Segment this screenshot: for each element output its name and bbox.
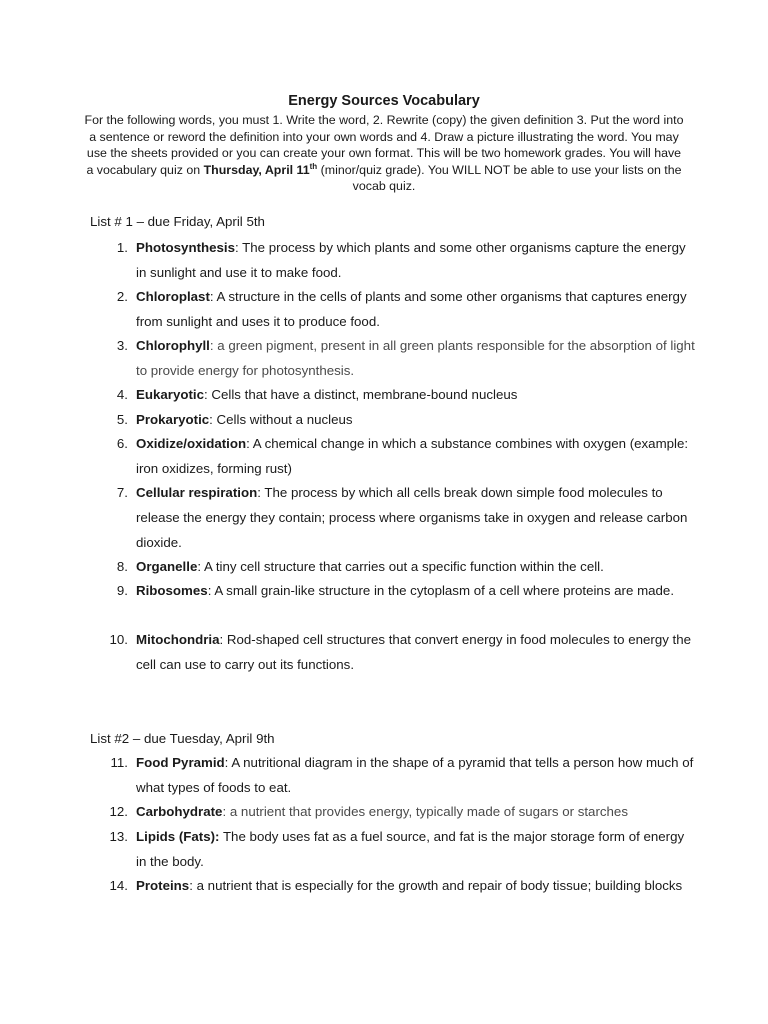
vocab-term: Organelle xyxy=(136,559,198,574)
vocab-term: Photosynthesis xyxy=(136,240,236,255)
instructions-text-end: (minor/quiz grade). You WILL NOT be able to use your lists on the vocab quiz. xyxy=(317,162,682,193)
item-number: 6. xyxy=(116,436,128,451)
item-number: 8. xyxy=(116,559,128,574)
vocab-definition: : a green pigment, present in all green plants responsible for the absorption of light to provide energy for photosynthesis. xyxy=(136,338,695,378)
vocab-definition: : A small grain-like structure in the cytoplasm of a cell where proteins are made. xyxy=(207,583,675,598)
vocab-item xyxy=(108,432,698,482)
vocab-item xyxy=(108,334,698,384)
vocab-item xyxy=(108,408,698,433)
vocab-term: Eukaryotic xyxy=(136,387,204,402)
vocab-definition: : a nutrient that provides energy, typically made of sugars or starches xyxy=(222,804,628,819)
item-number: 10. xyxy=(109,632,128,647)
document-title: Energy Sources Vocabulary xyxy=(288,93,480,109)
vocab-term: Chlorophyll xyxy=(136,338,210,353)
vocab-definition: : The process by which all cells break down simple food molecules to release the energy they contain; process where organisms take in oxygen and release carbon dioxide. xyxy=(136,485,688,550)
vocab-definition: : A nutritional diagram in the shape of a pyramid that tells a person how much of what types of foods to eat. xyxy=(136,755,694,795)
item-number: 12. xyxy=(109,804,128,819)
vocab-term: Proteins xyxy=(136,878,190,893)
vocab-term: Oxidize/oxidation xyxy=(136,436,247,451)
vocab-term: Lipids (Fats): xyxy=(136,829,220,844)
vocab-item xyxy=(108,628,698,678)
item-number: 2. xyxy=(116,289,128,304)
item-number: 7. xyxy=(116,485,128,500)
vocab-term: Chloroplast xyxy=(136,289,210,304)
vocab-definition: : Cells without a nucleus xyxy=(209,412,353,427)
vocab-item xyxy=(108,383,698,408)
vocab-definition: : The process by which plants and some other organisms capture the energy in sunlight and use it to make food. xyxy=(136,240,686,280)
vocab-item xyxy=(108,555,698,580)
item-number: 3. xyxy=(116,338,128,353)
vocab-term: Food Pyramid xyxy=(136,755,225,770)
vocab-item xyxy=(108,874,698,899)
vocab-definition: : A tiny cell structure that carries out a specific function within the cell. xyxy=(197,559,604,574)
vocab-item xyxy=(108,285,698,335)
vocab-definition: : a nutrient that is especially for the growth and repair of body tissue; building blocks xyxy=(189,878,683,893)
list-1-heading: List # 1 – due Friday, April 5th xyxy=(90,214,265,229)
vocab-item xyxy=(108,751,698,801)
vocab-definition: : A chemical change in which a substance combines with oxygen (example: iron oxidizes, forming rust) xyxy=(136,436,689,476)
item-number: 5. xyxy=(116,412,128,427)
vocab-term: Carbohydrate xyxy=(136,804,223,819)
item-number: 1. xyxy=(116,240,128,255)
vocab-item xyxy=(108,800,698,825)
list-2-heading: List #2 – due Tuesday, April 9th xyxy=(90,731,275,746)
vocab-item xyxy=(108,825,698,875)
item-number: 13. xyxy=(109,829,128,844)
vocab-term: Mitochondria xyxy=(136,632,220,647)
item-number: 9. xyxy=(116,583,128,598)
vocab-term: Prokaryotic xyxy=(136,412,210,427)
vocab-definition: : Cells that have a distinct, membrane-bound nucleus xyxy=(204,387,518,402)
quiz-date: Thursday, April 11 xyxy=(203,162,310,177)
item-number: 11. xyxy=(110,755,128,770)
vocab-item xyxy=(108,579,698,604)
item-number: 4. xyxy=(116,387,128,402)
instructions-text: For the following words, you must 1. Write the word, 2. Rewrite (copy) the given definition 3. Put the word into a sentence or reword the definition into your own words and 4. Draw a picture illustrating the word. You may use the sheets provided or you can create your own format. This will be two homework grades. You will have a vocabulary quiz on xyxy=(84,113,684,177)
vocab-definition: The body uses fat as a fuel source, and fat is the major storage form of energy in the body. xyxy=(136,829,685,869)
vocab-definition: : A structure in the cells of plants and some other organisms that captures energy from sunlight and uses it to produce food. xyxy=(136,289,687,329)
vocab-definition: : Rod-shaped cell structures that convert energy in food molecules to energy the cell can use to carry out its functions. xyxy=(136,632,692,672)
vocab-term: Ribosomes xyxy=(136,583,208,598)
vocab-item xyxy=(108,236,698,286)
quiz-date-suffix: th xyxy=(309,161,318,171)
instructions-paragraph xyxy=(84,112,684,195)
vocab-term: Cellular respiration xyxy=(136,485,258,500)
item-number: 14. xyxy=(109,878,128,893)
vocab-item xyxy=(108,481,698,555)
